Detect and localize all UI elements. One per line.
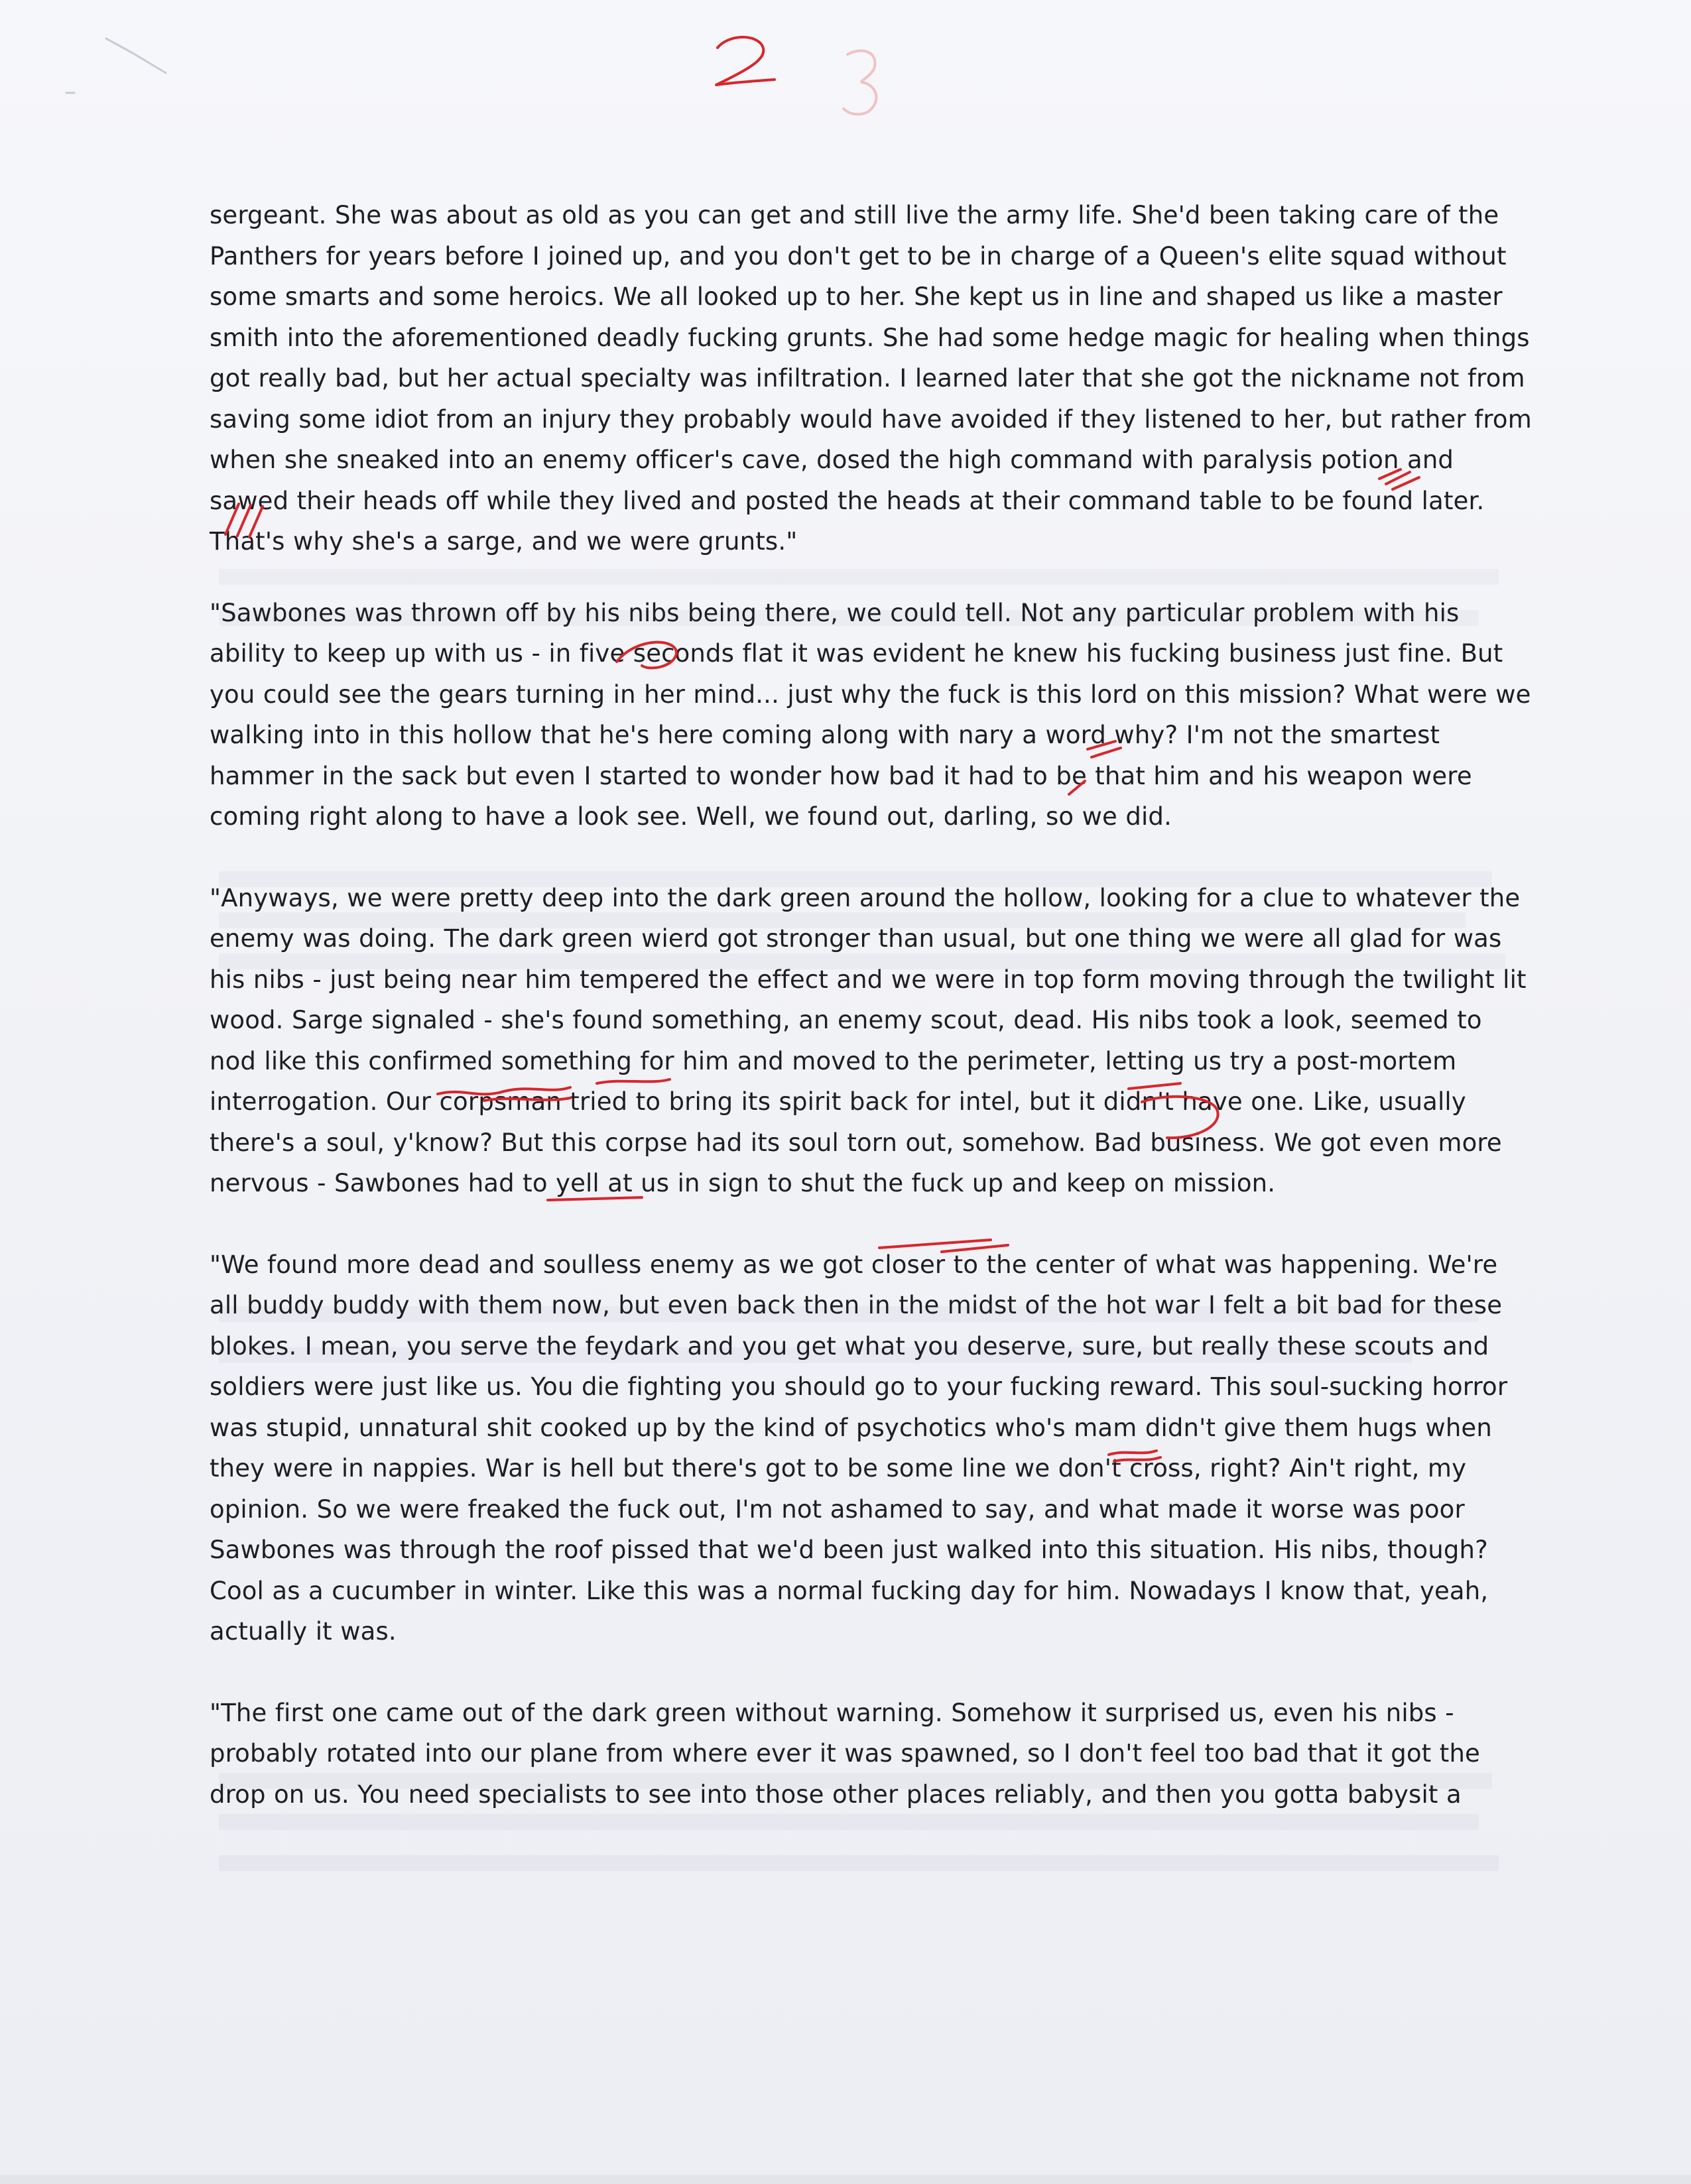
handwritten-page-number-2 bbox=[716, 37, 775, 85]
paragraph: "We found more dead and soulless enemy as we got closer to the center of what was happening. We're all buddy buddy with them now, but even back then in the midst of the hot war I felt a bit bad for these blokes. I mean, you serve the feydark and you get what you deserve, sure, but really these scouts and soldiers were just like us. You die fighting you should go to your fucking reward. This soul-sucking horror was stupid, unnatural shit cooked up by the kind of psychotics who's mam didn't give them hugs when they were in nappies. War is hell but there's got to be some line we don't cross, right? Ain't right, my opinion. So we were freaked the fuck out, I'm not ashamed to say, and what made it worse was poor Sawbones was through the roof pissed that we'd been just walked into this situation. His nibs, though? Cool as a cucumber in winter. Like this was a normal fucking day for him. Nowadays I know that, yeah, actually it was. bbox=[210, 1250, 1508, 1646]
paper-crease-mark bbox=[66, 38, 166, 93]
handwritten-page-number-3 bbox=[844, 51, 876, 115]
paragraph: "Sawbones was thrown off by his nibs being there, we could tell. Not any particular problem with his ability to keep up with us - in five seconds flat it was evident he knew his fucking business just fine. But you could see the gears turning in her mind... just why the fuck is this lord on this mission? What were we walking into in this hollow that he's here coming along with nary a word why? I'm not the smartest hammer in the sack but even I started to wonder how bad it had to be that him and his weapon were coming right along to have a look see. Well, we found out, darling, so we did. bbox=[210, 598, 1531, 831]
paragraph: "Anyways, we were pretty deep into the dark green around the hollow, looking for a clue to whatever the enemy was doing. The dark green wierd got stronger than usual, but one thing we were all glad for was his nibs - just being near him tempered the effect and we were in top form moving through the twilight lit wood. Sarge signaled - she's found something, an enemy scout, dead. His nibs took a look, seemed to nod like this confirmed something for him and moved to the perimeter, letting us try a post-mortem interrogation. Our corpsman tried to bring its spirit back for intel, but it didn't have one. Like, usually there's a soul, y'know? But this corpse had its soul torn out, somehow. Bad business. We got even more nervous - Sawbones had to yell at us in sign to shut the fuck up and keep on mission. bbox=[210, 883, 1527, 1197]
paragraph: "The first one came out of the dark green without warning. Somehow it surprised us, even his nibs - probably rotated into our plane from where ever it was spawned, so I don't feel too bad that it got the drop on us. You need specialists to see into those other places reliably, and then you gotta babysit a bbox=[210, 1698, 1480, 1809]
paragraph: sergeant. She was about as old as you can get and still live the army life. She'd been taking care of the Panthers for years before I joined up, and you don't get to be in charge of a Queen's elite squad without some smarts and some heroics. We all looked up to her. She kept us in line and shaped us like a master smith into the aforementioned deadly fucking grunts. She had some hedge magic for healing when things got really bad, but her actual specialty was infiltration. I learned later that she got the nickname not from saving some idiot from an injury they probably would have avoided if they listened to her, but rather from when she sneaked into an enemy officer's cave, dosed the high command with paralysis potion and sawed their heads off while they lived and posted the heads at their command table to be found later. That's why she's a sarge, and we were grunts." bbox=[210, 201, 1532, 556]
manuscript-body bbox=[210, 195, 1533, 1815]
scanner-edge bbox=[0, 2175, 1691, 2184]
